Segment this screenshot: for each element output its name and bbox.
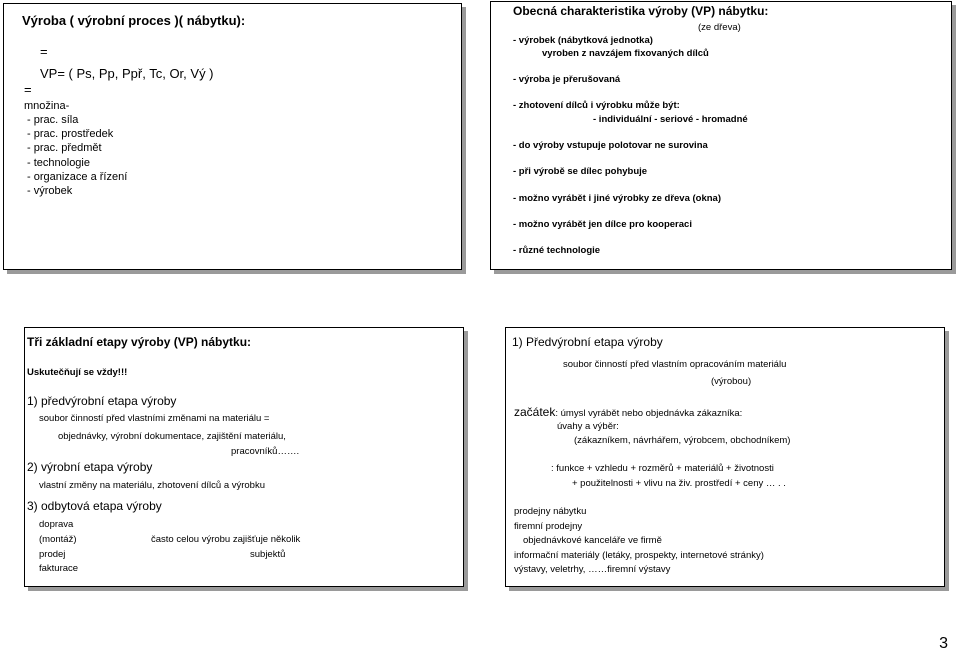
slide1-item: - prac. prostředek [27,128,114,140]
slide3-stage1: 1) předvýrobní etapa výroby [27,394,177,408]
slide2-line: - výrobek (nábytková jednotka) [513,35,653,46]
slide4-desc2: (výrobou) [711,376,752,387]
slide2-line: vyroben z navzájem fixovaných dílců [542,48,709,59]
slide1-item: - organizace a řízení [27,171,128,183]
slide-pre-production-stage [505,327,945,587]
page-number: 3 [939,635,948,652]
slide3-stage3: 3) odbytová etapa výroby [27,499,162,513]
slide1-item: - technologie [27,157,90,169]
slide2-line: - zhotovení dílců i výrobku může být: [513,100,680,111]
slide3-stage2-desc: vlastní změny na materiálu, zhotovení dílců a výrobku [39,480,266,491]
slide2-line: - individuální - seriové - hromadné [593,114,748,125]
slide3-subtitle: Uskutečňují se vždy!!! [27,367,128,378]
slide4-zacatek [514,405,742,419]
slide4-sales-item: firemní prodejny [514,521,583,532]
slide2-line: - různé technologie [513,245,601,256]
slide4-sales-item: informační materiály (letáky, prospekty, internetové stránky) [514,550,764,561]
slide3-stage1-desc3: pracovníků……. [231,446,300,457]
slide-three-stages [24,327,464,587]
slide3-stage3-item: fakturace [39,563,79,574]
slide3-stage3-note2: subjektů [250,549,286,560]
slide4-funkce: : funkce + vzhledu + rozměrů + materiálů + životnosti [551,463,774,474]
slide3-title: Tři základní etapy výroby (VP) nábytku: [27,335,252,349]
slide-general-characteristics [490,1,952,270]
slide1-item: - prac. předmět [27,142,102,154]
slide2-line: - výroba je přerušovaná [513,74,621,85]
slide4-sales-item: prodejny nábytku [514,506,587,517]
slide4-pouzit: + použitelnosti + vlivu na živ. prostředí + ceny … . . [572,478,786,489]
slide3-stage3-item: doprava [39,519,74,530]
slide1-vp-formula: VP= ( Ps, Pp, Ppř, Tc, Or, Vý ) [40,66,214,81]
slide2-line: (ze dřeva) [698,22,741,33]
slide3-stage1-desc2: objednávky, výrobní dokumentace, zajištění materiálu, [58,431,286,442]
slide4-uvahy: úvahy a výběr: [557,421,619,432]
slide1-title: Výroba ( výrobní proces )( nábytku): [22,13,246,28]
slide3-stage1-desc: soubor činností před vlastními změnami na materiálu = [39,413,270,424]
slide4-desc1: soubor činností před vlastním opracováním materiálu [563,359,787,370]
slide2-line: - možno vyrábět i jiné výrobky ze dřeva (okna) [513,193,722,204]
slide3-stage3-note1: často celou výrobu zajišťuje několik [151,534,301,545]
slide2-line: - možno vyrábět jen dílce pro kooperaci [513,219,692,230]
slide2-title: Obecná charakteristika výroby (VP) nábytku: [513,4,769,18]
slide4-sales-item: objednávkové kanceláře ve firmě [523,535,662,546]
slide4-sales-item: výstavy, veletrhy, ……firemní výstavy [514,564,671,575]
slide3-stage2: 2) výrobní etapa výroby [27,460,153,474]
slide4-who: (zákazníkem, návrhářem, výrobcem, obchodníkem) [574,435,791,446]
slide1-equals-2: = [24,82,32,97]
slide4-title: 1) Předvýrobní etapa výroby [512,335,663,349]
slide-production-process [3,3,462,270]
slide1-mnozina: množina- [24,100,70,112]
slide3-stage3-item: (montáž) [39,534,77,545]
slide3-stage3-item: prodej [39,549,66,560]
slide2-line: - při výrobě se dílec pohybuje [513,166,648,177]
slide4-zacatek-label: začátek [514,405,556,419]
slide1-item: - výrobek [27,185,73,197]
slide1-item: - prac. síla [27,114,79,126]
slide4-zacatek-text: : úmysl vyrábět nebo objednávka zákazníka: [555,408,743,419]
slide2-line: - do výroby vstupuje polotovar ne surovina [513,140,708,151]
slide1-equals-1: = [40,44,48,59]
